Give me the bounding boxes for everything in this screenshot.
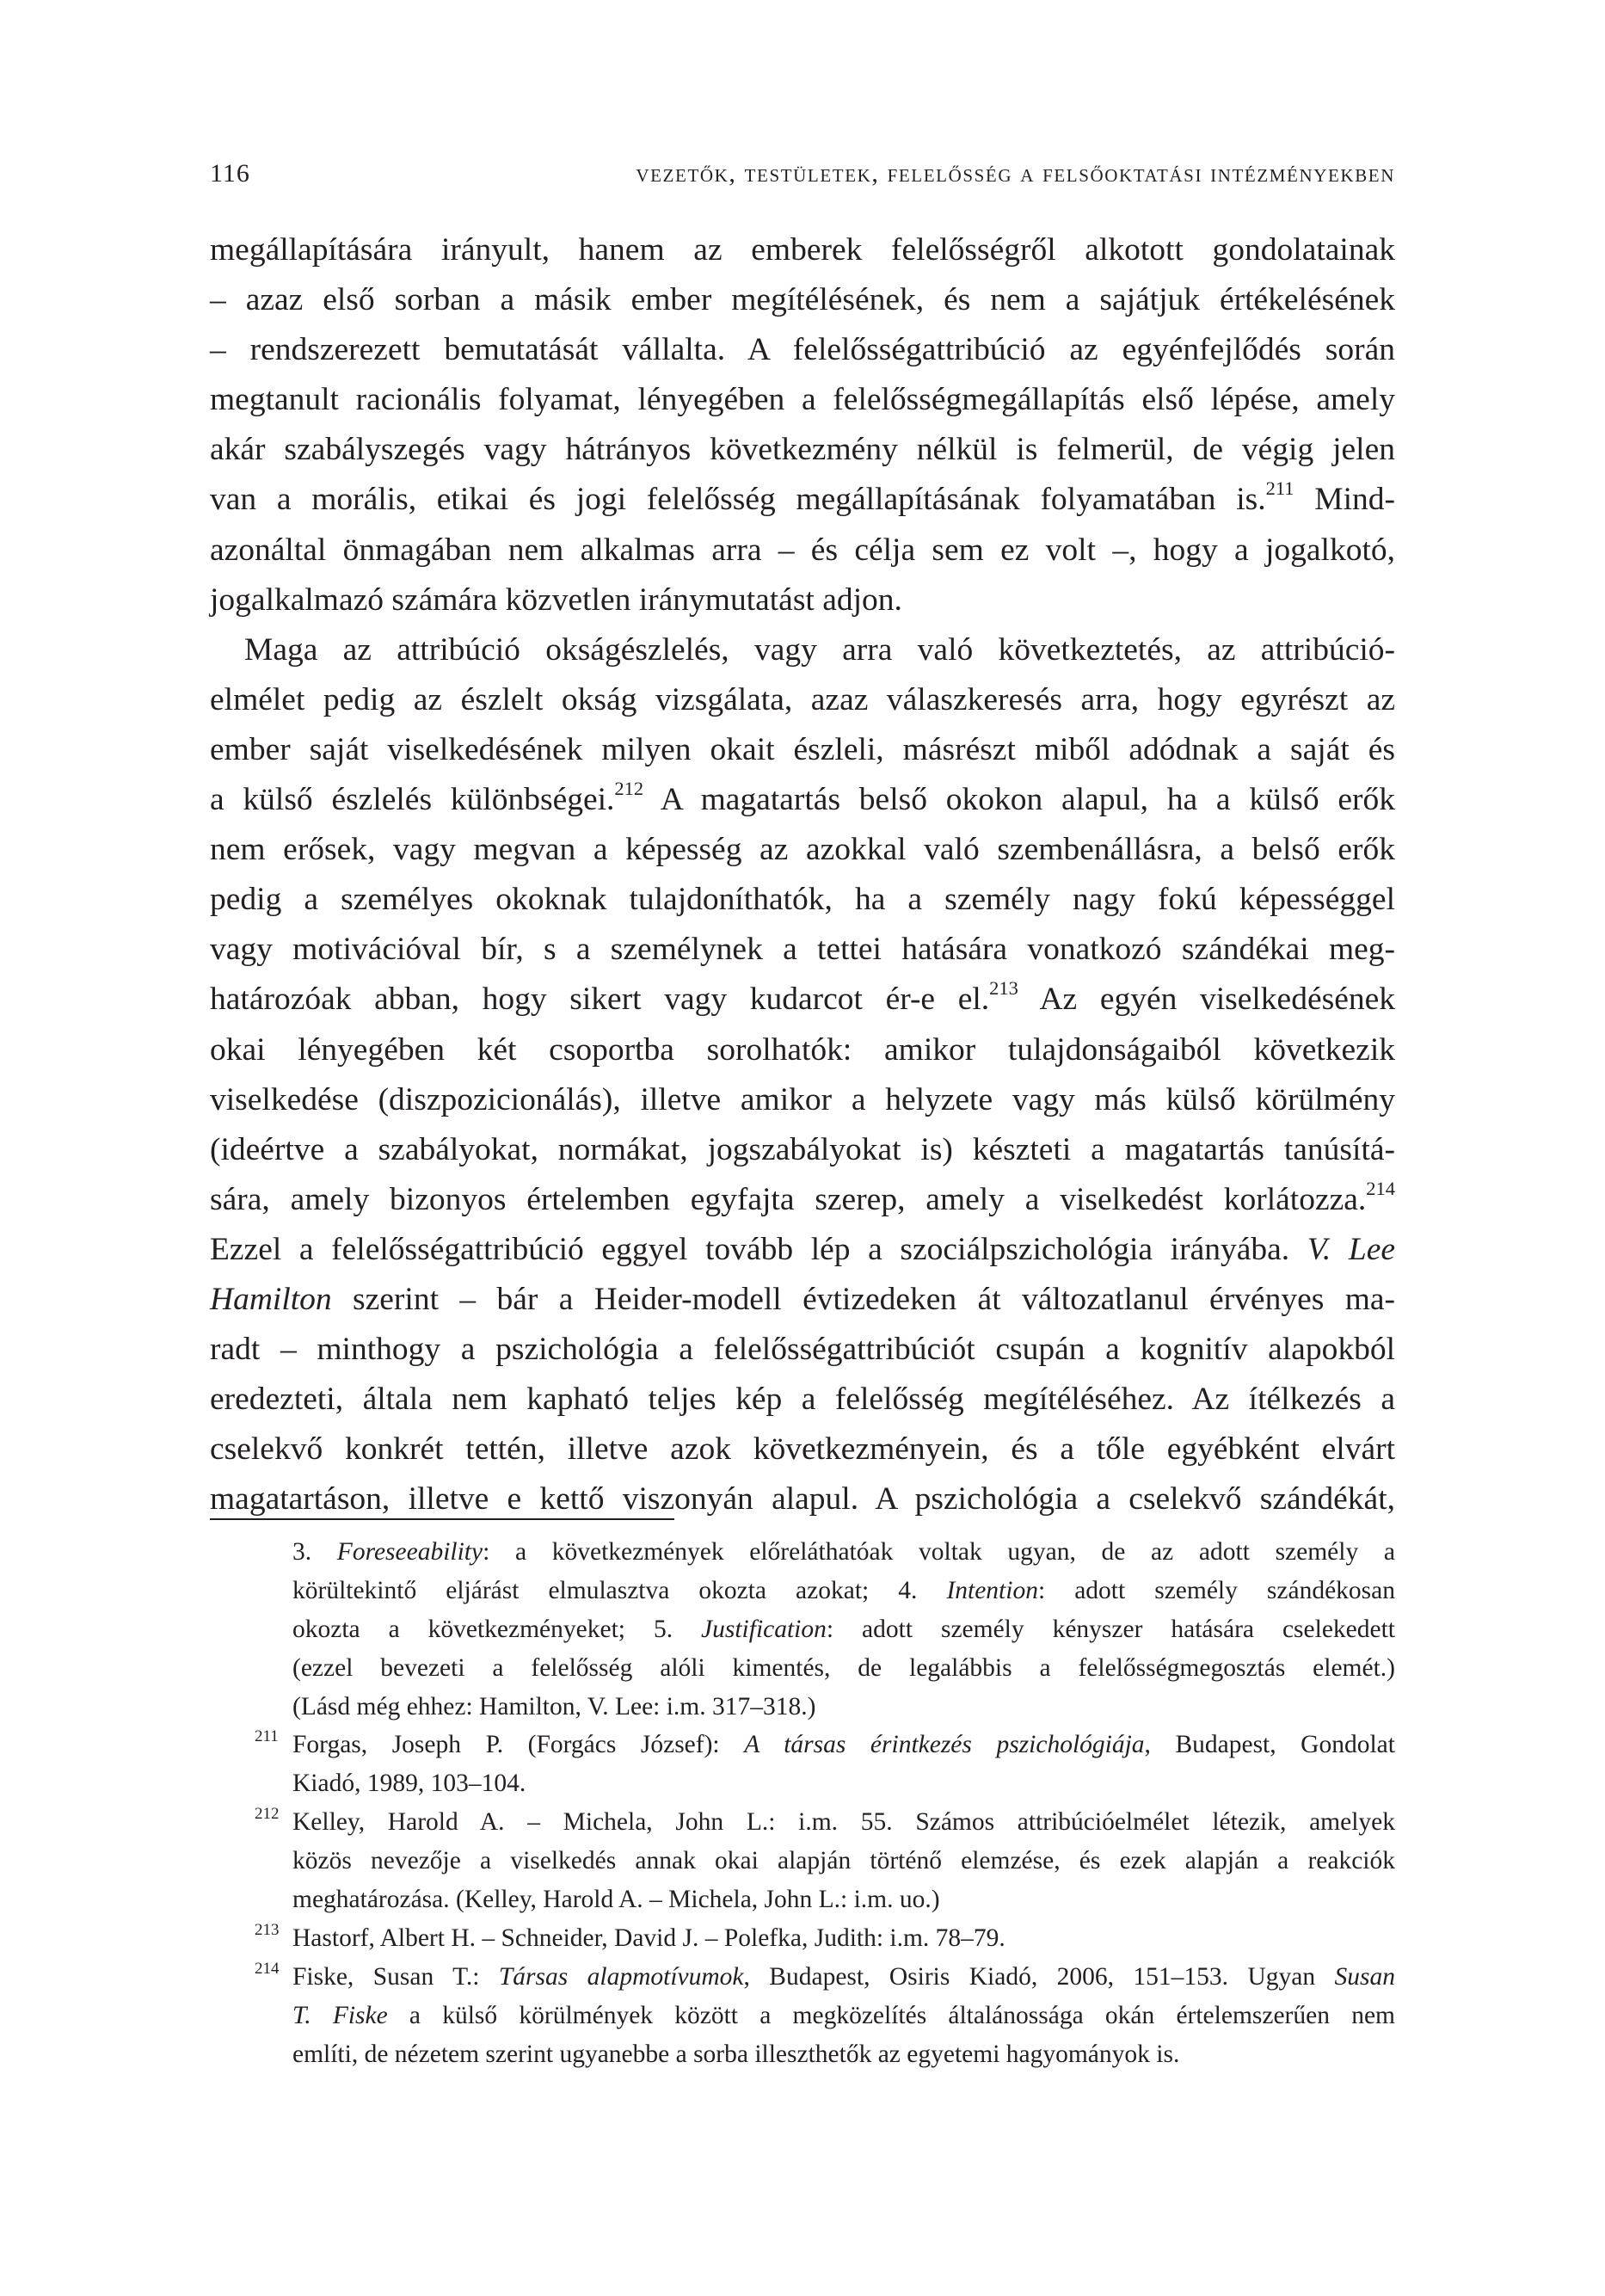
footnote-line	[292, 1572, 1395, 1610]
text-line: – rendszerezett bemutatását vállalta. A felelősségattribúció az egyénfejlődés során	[210, 332, 1395, 368]
text-line	[210, 775, 1395, 825]
text-line	[210, 1175, 1395, 1225]
text-line: okai lényegében két csoportba sorolhatók: amikor tulajdonságaiból következik	[210, 1031, 1395, 1068]
text-line: ember saját viselkedésének milyen okait észleli, másrészt miből adódnak a saját és	[210, 731, 1395, 767]
footnote-ref-212[interactable]: 212	[614, 778, 644, 800]
text-line: pedig a személyes okoknak tulajdoníthatók, ha a személy nagy fokú képességgel	[210, 882, 1395, 918]
text-run: , Budapest, Gondolat	[1144, 1731, 1395, 1759]
text-line: (ideértve a szabályokat, normákat, jogszabályokat is) készteti a magatartás tanúsítá-	[210, 1131, 1395, 1167]
text-line: azonáltal önmagában nem alkalmas arra – és célja sem ez volt –, hogy a jogalkotó,	[210, 532, 1395, 568]
text-run: határozóak abban, hogy sikert vagy kudarcot ér-e el.	[210, 982, 990, 1018]
text-run: A magatartás belső okokon alapul, ha a külső erők	[643, 782, 1395, 818]
footnote-212	[210, 1803, 1395, 1919]
text-run: : a következmények előreláthatóak voltak ugyan, de az adott személy a	[483, 1538, 1395, 1566]
italic-title: A társas érintkezés pszichológiája	[744, 1731, 1145, 1759]
page-number: 116	[210, 159, 250, 188]
footnote-ref-214[interactable]: 214	[1366, 1177, 1395, 1199]
footnote-line: közös nevezője a viselkedés annak okai alapján történő elemzése, és ezek alapján a reakciók	[292, 1847, 1395, 1875]
footnote-number: 211	[255, 1727, 279, 1746]
footnote-line	[292, 1958, 1395, 1997]
italic-name: Susan	[1334, 1962, 1395, 1991]
footnote-ref-213[interactable]: 213	[989, 977, 1018, 1000]
text-line	[210, 1275, 1395, 1325]
footnote-line	[292, 1726, 1395, 1764]
text-run: : adott személy szándékosan	[1037, 1576, 1395, 1604]
text-run: szerint – bár a Heider-modell évtizedeken át változatlanul érvényes ma-	[331, 1281, 1395, 1317]
text-line: – azaz első sorban a másik ember megítélésének, és nem a sajátjuk értékelésének	[210, 282, 1395, 318]
footnote-214	[210, 1958, 1395, 2074]
footnote-number: 213	[255, 1920, 280, 1939]
footnote-line: Hastorf, Albert H. – Schneider, David J. – Polefka, Judith: i.m. 78–79.	[292, 1924, 1005, 1952]
text-line	[210, 1225, 1395, 1275]
footnote-213	[210, 1919, 1395, 1958]
paragraph-2	[210, 625, 1395, 1525]
text-run: van a morális, etikai és jogi felelősség megállapításának folyamatában is.	[210, 482, 1266, 518]
text-line: jogalkalmazó számára közvetlen iránymutatást adjon.	[210, 582, 902, 618]
text-run: : adott személy kényszer hatására cselekedett	[826, 1615, 1395, 1643]
footnote-line: Kelley, Harold A. – Michela, John L.: i.m. 55. Számos attribúcióelmélet létezik, amelyek	[292, 1808, 1395, 1837]
text-run: 3.	[292, 1538, 337, 1566]
italic-name: T. Fiske	[292, 2001, 388, 2029]
text-run: Fiske, Susan T.:	[292, 1962, 499, 1991]
text-line: megállapítására irányult, hanem az emberek felelősségről alkotott gondolatainak	[210, 232, 1395, 268]
text-line: vagy motivációval bír, s a személynek a tettei hatására vonatkozó szándékai meg-	[210, 932, 1395, 968]
footnotes	[210, 1533, 1395, 2073]
text-run: a külső körülmények között a megközelítés általánossága okán értelemszerűen nem	[387, 2001, 1395, 2029]
footnote-line	[292, 1533, 1395, 1572]
paragraph-1	[210, 225, 1395, 625]
text-run: sára, amely bizonyos értelemben egyfajta szerep, amely a viselkedést korlátozza.	[210, 1181, 1367, 1217]
italic-name: V. Lee	[1307, 1231, 1395, 1267]
text-run: Mind-	[1294, 482, 1395, 518]
text-line: Maga az attribúció okságészlelés, vagy arra való következtetés, az attribúció-	[244, 631, 1395, 668]
text-line: viselkedése (diszpozicionálás), illetve amikor a helyzete vagy más külső körülmény	[210, 1081, 1395, 1117]
text-line: eredezteti, általa nem kapható teljes kép a felelősség megítéléséhez. Az ítélkezés a	[210, 1382, 1395, 1418]
text-line	[210, 475, 1395, 525]
footnote-211	[210, 1726, 1395, 1803]
footnote-separator	[210, 1518, 674, 1520]
footnote-line	[292, 1997, 1395, 2035]
text-run: okozta a következményeket; 5.	[292, 1615, 702, 1643]
text-line: magatartáson, illetve e kettő viszonyán alapul. A pszichológia a cselekvő szándékát,	[210, 1481, 1395, 1517]
footnote-line: (ezzel bevezeti a felelősség alóli kimentés, de legalábbis a felelősségmegosztás elemét.)	[292, 1653, 1395, 1682]
footnote-number: 212	[255, 1805, 280, 1824]
footnote-ref-211[interactable]: 211	[1265, 477, 1294, 500]
text-line: cselekvő konkrét tettén, illetve azok következményein, és a tőle egyébként elvárt	[210, 1431, 1395, 1468]
italic-title: Társas alapmotívumok	[498, 1962, 744, 1991]
text-line: radt – minthogy a pszichológia a felelősségattribúciót csupán a kognitív alapokból	[210, 1332, 1395, 1368]
text-line: nem erősek, vagy megvan a képesség az azokkal való szembenállásra, a belső erők	[210, 832, 1395, 868]
text-run: a külső észlelés különbségei.	[210, 782, 615, 818]
text-run: körültekintő eljárást elmulasztva okozta azokat; 4.	[292, 1576, 947, 1604]
italic-term: Foreseeability	[336, 1538, 483, 1566]
italic-term: Justification	[701, 1615, 827, 1643]
footnote-line: meghatározása. (Kelley, Harold A. – Michela, John L.: i.m. uo.)	[292, 1886, 940, 1914]
text-run: , Budapest, Osiris Kiadó, 2006, 151–153. Ugyan	[743, 1962, 1335, 1991]
text-line	[210, 975, 1395, 1025]
text-line: akár szabályszegés vagy hátrányos következmény nélkül is felmerül, de végig jelen	[210, 432, 1395, 468]
text-run: Az egyén viselkedésének	[1018, 982, 1395, 1018]
italic-term: Intention	[946, 1576, 1038, 1604]
text-line: megtanult racionális folyamat, lényegében a felelősségmegállapítás első lépése, amely	[210, 382, 1395, 418]
footnote-continuation	[210, 1533, 1395, 1726]
text-run: Ezzel a felelősségattribúció eggyel tovább lép a szociálpszichológia irányába.	[210, 1231, 1307, 1267]
footnote-line: Kiadó, 1989, 103–104.	[292, 1770, 526, 1798]
text-line: elmélet pedig az észlelt okság vizsgálata, azaz válaszkeresés arra, hogy egyrészt az	[210, 681, 1395, 717]
footnote-number: 214	[255, 1959, 280, 1978]
running-title: vezetők, testületek, felelősség a felsőoktatási intézményekben	[636, 159, 1395, 188]
footnote-line: említi, de nézetem szerint ugyanebbe a sorba illeszthetők az egyetemi hagyományok is.	[292, 2040, 1180, 2068]
italic-name: Hamilton	[210, 1281, 332, 1317]
running-head	[210, 155, 1395, 193]
footnote-line: (Lásd még ehhez: Hamilton, V. Lee: i.m. 317–318.)	[292, 1692, 816, 1720]
footnote-line	[292, 1610, 1395, 1649]
body-text	[210, 225, 1395, 1524]
text-run: Forgas, Joseph P. (Forgács József):	[292, 1731, 745, 1759]
